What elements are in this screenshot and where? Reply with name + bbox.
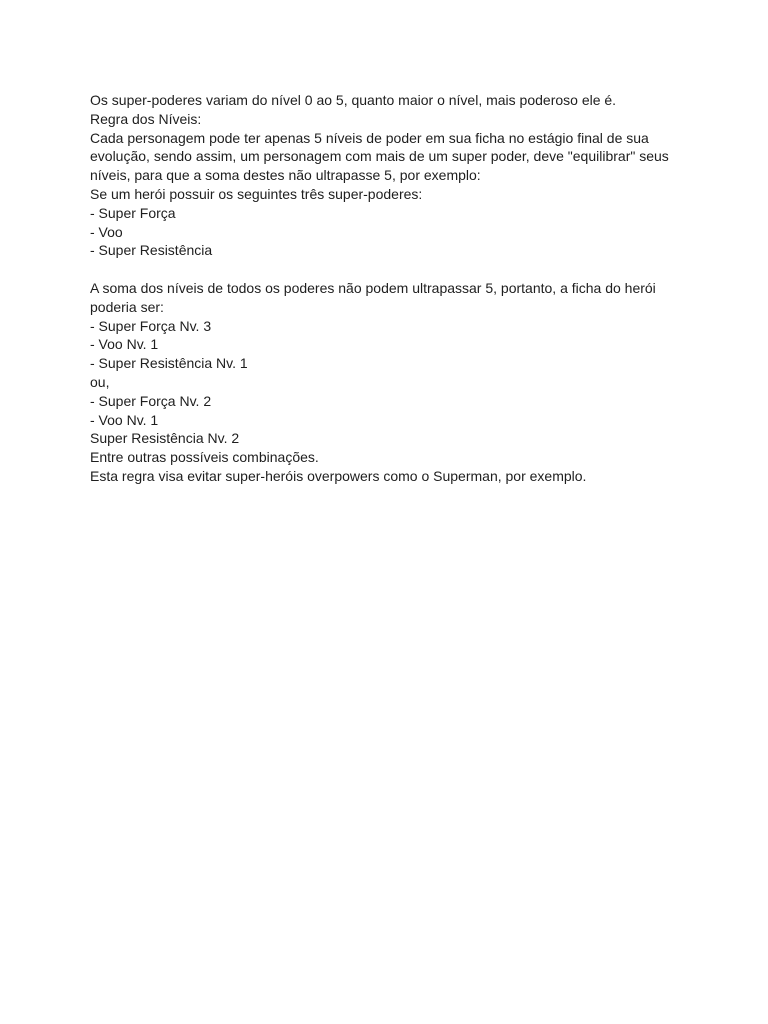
rule-text-line: níveis, para que a soma destes não ultrapasse 5, por exemplo: xyxy=(90,167,481,184)
or-line: ou, xyxy=(90,373,110,390)
option-one-item: - Super Resistência Nv. 1 xyxy=(90,355,248,372)
document-body xyxy=(90,91,680,486)
sum-text-line: A soma dos níveis de todos os poderes não podem ultrapassar 5, portanto, a ficha do herói xyxy=(90,279,656,296)
closing-line: Esta regra visa evitar super-heróis overpowers como o Superman, por exemplo. xyxy=(90,467,587,484)
sum-text-line: poderia ser: xyxy=(90,298,164,315)
example-intro-line: Se um herói possuir os seguintes três super-poderes: xyxy=(90,185,423,202)
other-combinations-line: Entre outras possíveis combinações. xyxy=(90,449,319,466)
power-list-item: - Super Força xyxy=(90,204,176,221)
option-one-item: - Voo Nv. 1 xyxy=(90,336,159,353)
option-one-item: - Super Força Nv. 3 xyxy=(90,317,212,334)
rule-title: Regra dos Níveis: xyxy=(90,110,202,127)
rule-text-line: evolução, sendo assim, um personagem com mais de um super poder, deve "equilibrar" seus xyxy=(90,148,669,165)
paragraph-spacer xyxy=(90,260,680,279)
power-list-item: - Super Resistência xyxy=(90,242,213,259)
option-two-item: - Voo Nv. 1 xyxy=(90,411,159,428)
power-list-item: - Voo xyxy=(90,223,123,240)
rule-text-line: Cada personagem pode ter apenas 5 níveis de poder em sua ficha no estágio final de sua xyxy=(90,129,649,146)
option-two-item: Super Resistência Nv. 2 xyxy=(90,430,240,447)
intro-line: Os super-poderes variam do nível 0 ao 5, quanto maior o nível, mais poderoso ele é. xyxy=(90,92,617,108)
option-two-item: - Super Força Nv. 2 xyxy=(90,392,212,409)
